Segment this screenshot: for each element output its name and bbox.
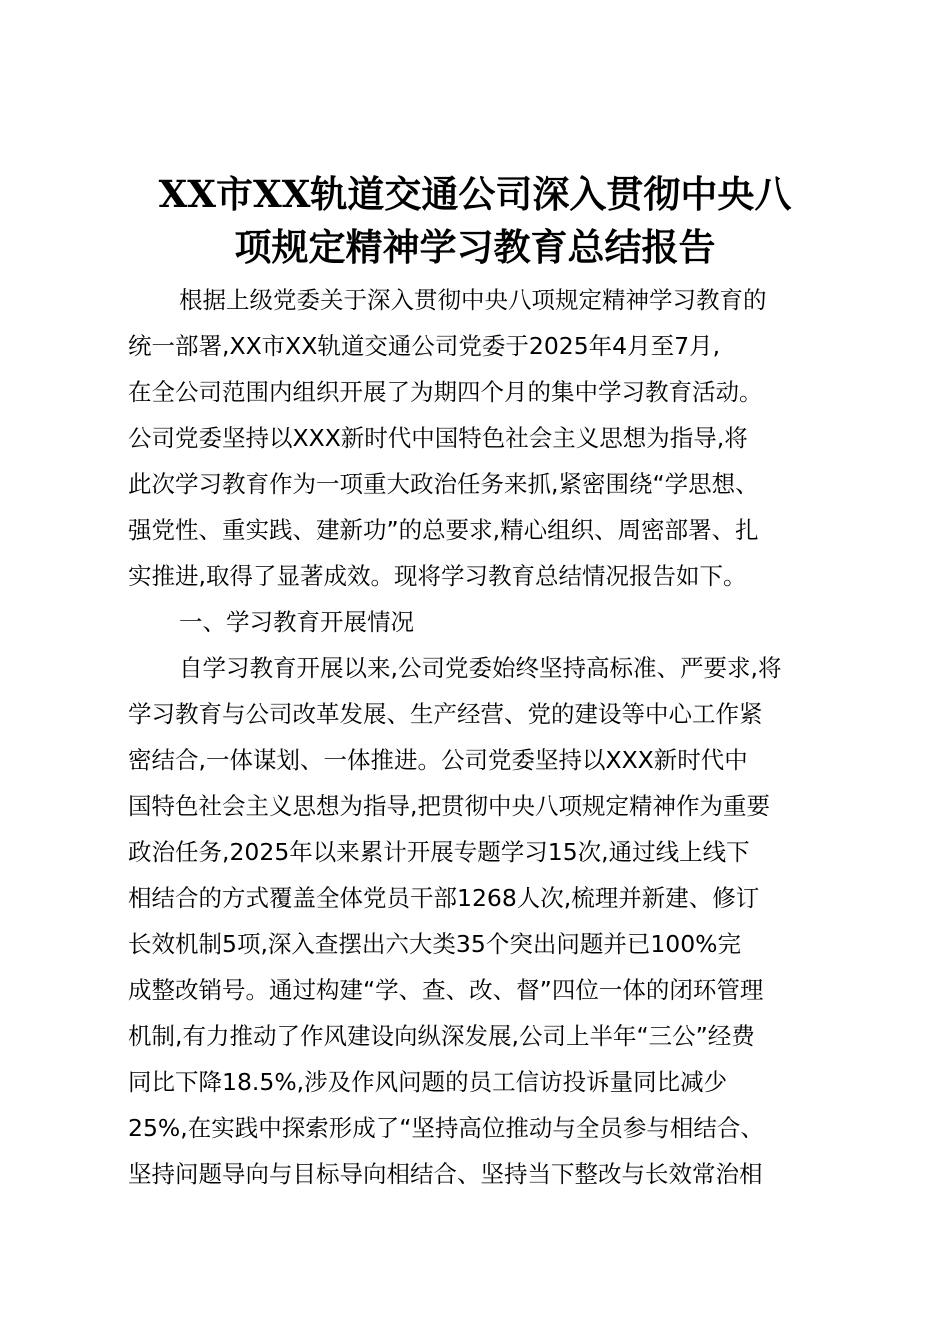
- paragraph-2-line-2: 学习教育与公司改革发展、生产经营、党的建设等中心工作紧: [128, 700, 763, 728]
- paragraph-2-line-4: 国特色社会主义思想为指导,把贯彻中央八项规定精神作为重要: [128, 792, 770, 820]
- title-line-2: 项规定精神学习教育总结报告: [234, 225, 716, 269]
- document-body: [128, 277, 833, 1197]
- paragraph-2-line-7: 长效机制5项,深入查摆出六大类35个突出问题并已100%完: [128, 930, 742, 958]
- paragraph-2-line-8: 成整改销号。通过构建“学、查、改、督”四位一体的闭环管理: [128, 976, 764, 1004]
- document-title: [110, 168, 840, 274]
- paragraph-1-line-4: 公司党委坚持以XXX新时代中国特色社会主义思想为指导,将: [128, 424, 748, 452]
- section-heading-1: 一、学习教育开展情况: [179, 608, 414, 636]
- paragraph-1-line-5: 此次学习教育作为一项重大政治任务来抓,紧密围绕“学思想、: [128, 470, 759, 498]
- paragraph-1-line-7: 实推进,取得了显著成效。现将学习教育总结情况报告如下。: [128, 562, 747, 590]
- paragraph-1-line-2: 统一部署,XX市XX轨道交通公司党委于2025年4月至7月,: [128, 332, 721, 360]
- paragraph-1-line-6: 强党性、重实践、建新功”的总要求,精心组织、周密部署、扎: [128, 516, 759, 544]
- paragraph-2-line-6: 相结合的方式覆盖全体党员干部1268人次,梳理并新建、修订: [128, 884, 760, 912]
- paragraph-2-line-10: 同比下降18.5%,涉及作风问题的员工信访投诉量同比减少: [128, 1068, 728, 1096]
- paragraph-1-line-3: 在全公司范围内组织开展了为期四个月的集中学习教育活动。: [128, 378, 763, 406]
- paragraph-2-line-11: 25%,在实践中探索形成了“坚持高位推动与全员参与相结合、: [128, 1114, 764, 1142]
- paragraph-2-line-1: 自学习教育开展以来,公司党委始终坚持高标准、严要求,将: [179, 654, 782, 682]
- paragraph-2-line-5: 政治任务,2025年以来累计开展专题学习15次,通过线上线下: [128, 838, 750, 866]
- paragraph-1-line-1: 根据上级党委关于深入贯彻中央八项规定精神学习教育的: [179, 286, 767, 314]
- title-line-1: XX市XX轨道交通公司深入贯彻中央八: [158, 172, 792, 216]
- paragraph-2-line-9: 机制,有力推动了作风建设向纵深发展,公司上半年“三公”经费: [128, 1022, 755, 1050]
- paragraph-2-line-12: 坚持问题导向与目标导向相结合、坚持当下整改与长效常治相: [128, 1160, 763, 1188]
- paragraph-2-line-3: 密结合,一体谋划、一体推进。公司党委坚持以XXX新时代中: [128, 746, 748, 774]
